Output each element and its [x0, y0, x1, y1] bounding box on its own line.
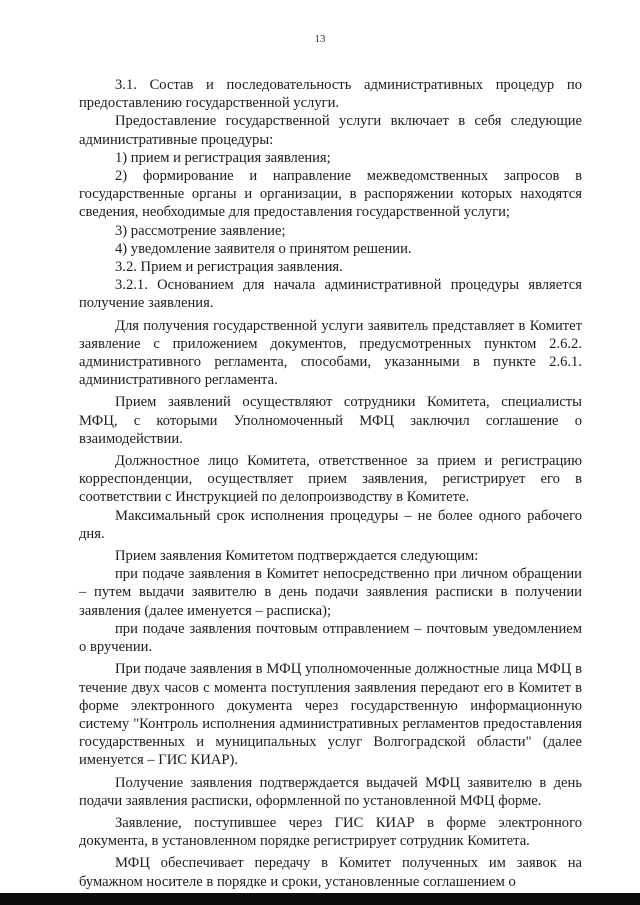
paragraph-procedures-intro: Предоставление государственной услуги включает в себя следующие административные процедуры: [79, 113, 582, 148]
list-item-4: 4) уведомление заявителя о принятом решении. [115, 240, 412, 257]
list-item-1: 1) прием и регистрация заявления; [115, 149, 331, 166]
paragraph-section-3-2: 3.2. Прием и регистрация заявления. [115, 259, 343, 276]
paragraph-submission: Для получения государственной услуги заявитель представляет в Комитет заявление с приложением документов, предусмотренных пунктом 2.6.2. административного регламента, способами, указанными в пункте 2.6.1. административного регламента. [79, 317, 582, 389]
scan-edge-bar [0, 893, 640, 905]
paragraph-max-term: Максимальный срок исполнения процедуры – не более одного рабочего дня. [79, 507, 582, 542]
paragraph-postal-submission: при подаче заявления почтовым отправлением – почтовым уведомлением о вручении. [79, 620, 582, 656]
paragraph-gis-kiar: Заявление, поступившее через ГИС КИАР в форме электронного документа, в установленном порядке регистрирует сотрудник Комитета. [79, 814, 582, 850]
paragraph-registration: Должностное лицо Комитета, ответственное за прием и регистрацию корреспонденции, осуществляет прием заявления, регистрирует его в соответствии с Инструкцией по делопроизводству в Комитете. [79, 453, 582, 506]
document-body [79, 76, 582, 891]
paragraph-confirmation: Прием заявления Комитетом подтверждается следующим: [115, 548, 479, 565]
paragraph-section-3-2-1: 3.2.1. Основанием для начала административной процедуры является получение заявления. [79, 277, 582, 312]
page-number: 13 [314, 33, 326, 45]
paragraph-reception: Прием заявлений осуществляют сотрудники Комитета, специалисты МФЦ, с которыми Уполномоченный МФЦ заключил соглашение о взаимодействии. [79, 394, 582, 447]
paragraph-mfc-transfer: МФЦ обеспечивает передачу в Комитет полученных им заявок на бумажном носителе в порядке и сроки, установленные соглашением о [79, 855, 582, 890]
list-item-3: 3) рассмотрение заявление; [115, 222, 286, 239]
paragraph-personal-submission: при подаче заявления в Комитет непосредственно при личном обращении – путем выдачи заявителю в день подачи заявления расписки в получении заявления (далее именуется – расписка); [79, 566, 582, 619]
paragraph-mfc-receipt: Получение заявления подтверждается выдачей МФЦ заявителю в день подачи заявления расписки, оформленной по установленной МФЦ форме. [79, 774, 582, 809]
paragraph-section-3-1: 3.1. Состав и последовательность административных процедур по предоставлению государственной услуги. [79, 77, 582, 112]
list-item-2: 2) формирование и направление межведомственных запросов в государственные органы и организации, в распоряжении которых находятся сведения, необходимые для предоставления государственной услуги; [79, 168, 582, 221]
paragraph-mfc-submission: При подаче заявления в МФЦ уполномоченные должностные лица МФЦ в течение двух часов с момента поступления заявления передают его в Комитет в форме электронного документа через государственную информационную систему "Контроль исполнения административных регламентов предоставления государственных и муниципальных услуг Волгоградской области" (далее именуется – ГИС КИАР). [79, 661, 582, 769]
